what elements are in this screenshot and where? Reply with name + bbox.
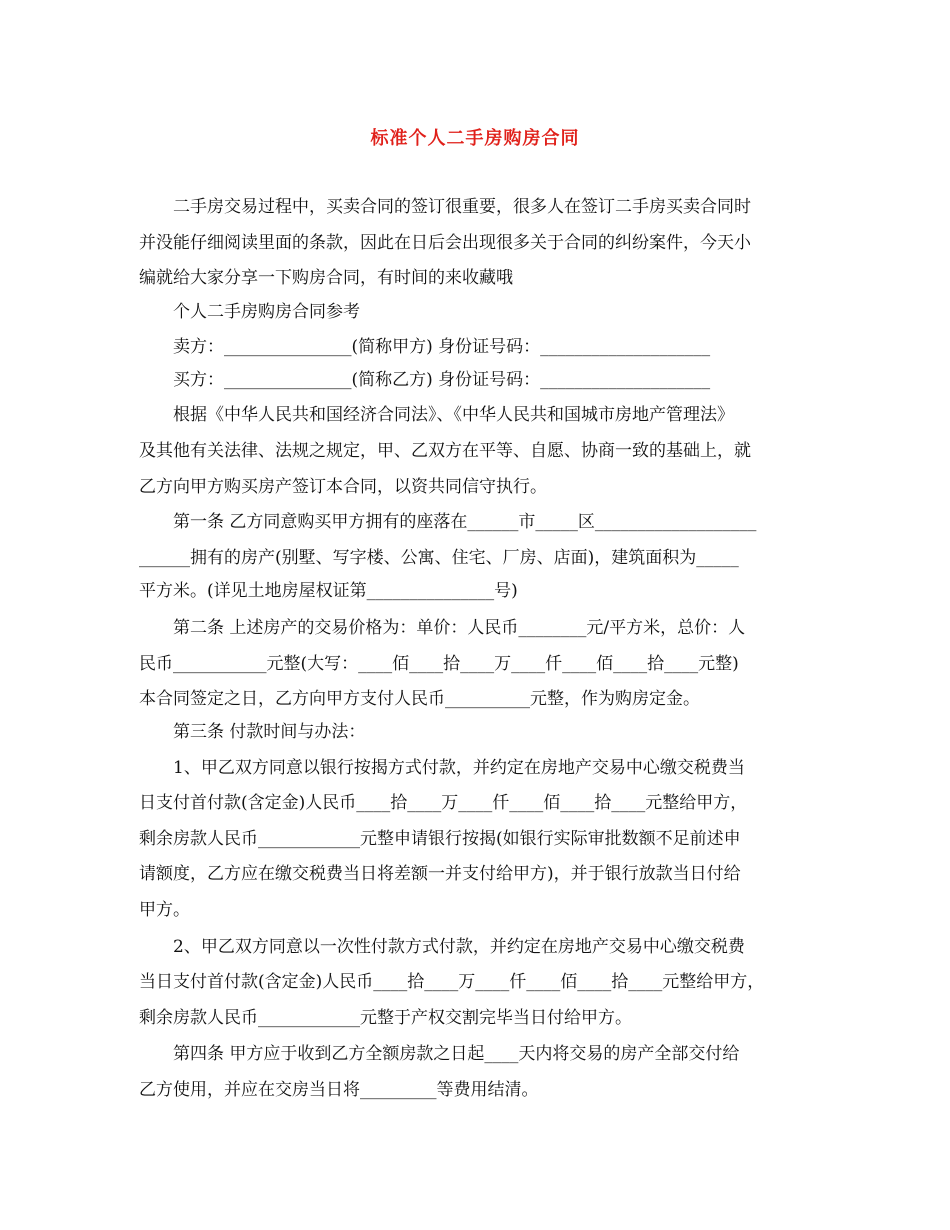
body-line: 乙方向甲方购买房产签订本合同，以资共同信守执行。 [139,477,547,497]
article-2-line: 第二条 上述房产的交易价格为：单价：人民币________元/平方米，总价：人 [139,618,746,638]
body-line: 日支付首付款(含定金)人民币____拾____万____仟____佰____拾____元整给甲方， [139,793,748,813]
body-line: 平方米。(详见土地房屋权证第_______________号) [139,581,518,601]
buyer-line: 买方：_______________(简称乙方) 身份证号码：____________________ [139,370,711,390]
body-line: 根据《中华人民共和国经济合同法》、《中华人民共和国城市房地产管理法》 [139,405,734,425]
body-line: 个人二手房购房合同参考 [139,302,360,322]
body-line: 剩余房款人民币____________元整申请银行按揭(如银行实际审批数额不足前述申 [139,829,741,849]
body-line: 编就给大家分享一下购房合同，有时间的来收藏哦 [139,268,513,288]
article-4-line: 第四条 甲方应于收到乙方全额房款之日起____天内将交易的房产全部交付给 [139,1044,740,1064]
body-line: 本合同签定之日，乙方向甲方支付人民币__________元整，作为购房定金。 [139,689,700,709]
body-line: 乙方使用，并应在交房当日将_________等费用结清。 [139,1080,539,1100]
article-3-line: 第三条 付款时间与办法： [139,722,366,742]
body-line: 民币___________元整(大写：____佰____拾____万____仟____佰____拾____元整) [139,654,739,674]
body-line: 请额度，乙方应在缴交税费当日将差额一并支付给甲方)，并于银行放款当日付给 [139,864,741,884]
seller-line: 卖方：_______________(简称甲方) 身份证号码：____________________ [139,337,711,357]
body-line: ______拥有的房产(别墅、写字楼、公寓、住宅、厂房、店面)，建筑面积为_____ [139,548,739,568]
body-line: 甲方。 [139,900,190,920]
clause-2-line: 2、甲乙双方同意以一次性付款方式付款，并约定在房地产交易中心缴交税费 [139,937,745,957]
body-line: 当日支付首付款(含定金)人民币____拾____万____仟____佰____拾____元整给甲方， [139,972,765,992]
article-1-line: 第一条 乙方同意购买甲方拥有的座落在______市_____区___________________ [139,512,757,532]
body-line: 二手房交易过程中，买卖合同的签订很重要，很多人在签订二手房买卖合同时 [139,197,751,217]
body-line: 并没能仔细阅读里面的条款，因此在日后会出现很多关于合同的纠纷案件，今天小 [139,233,751,253]
body-line: 剩余房款人民币____________元整于产权交割完毕当日付给甲方。 [139,1008,632,1028]
clause-1-line: 1、甲乙双方同意以银行按揭方式付款，并约定在房地产交易中心缴交税费当 [139,758,745,778]
body-line: 及其他有关法律、法规之规定，甲、乙双方在平等、自愿、协商一致的基础上，就 [139,441,751,461]
document-title: 标准个人二手房购房合同 [370,128,580,149]
